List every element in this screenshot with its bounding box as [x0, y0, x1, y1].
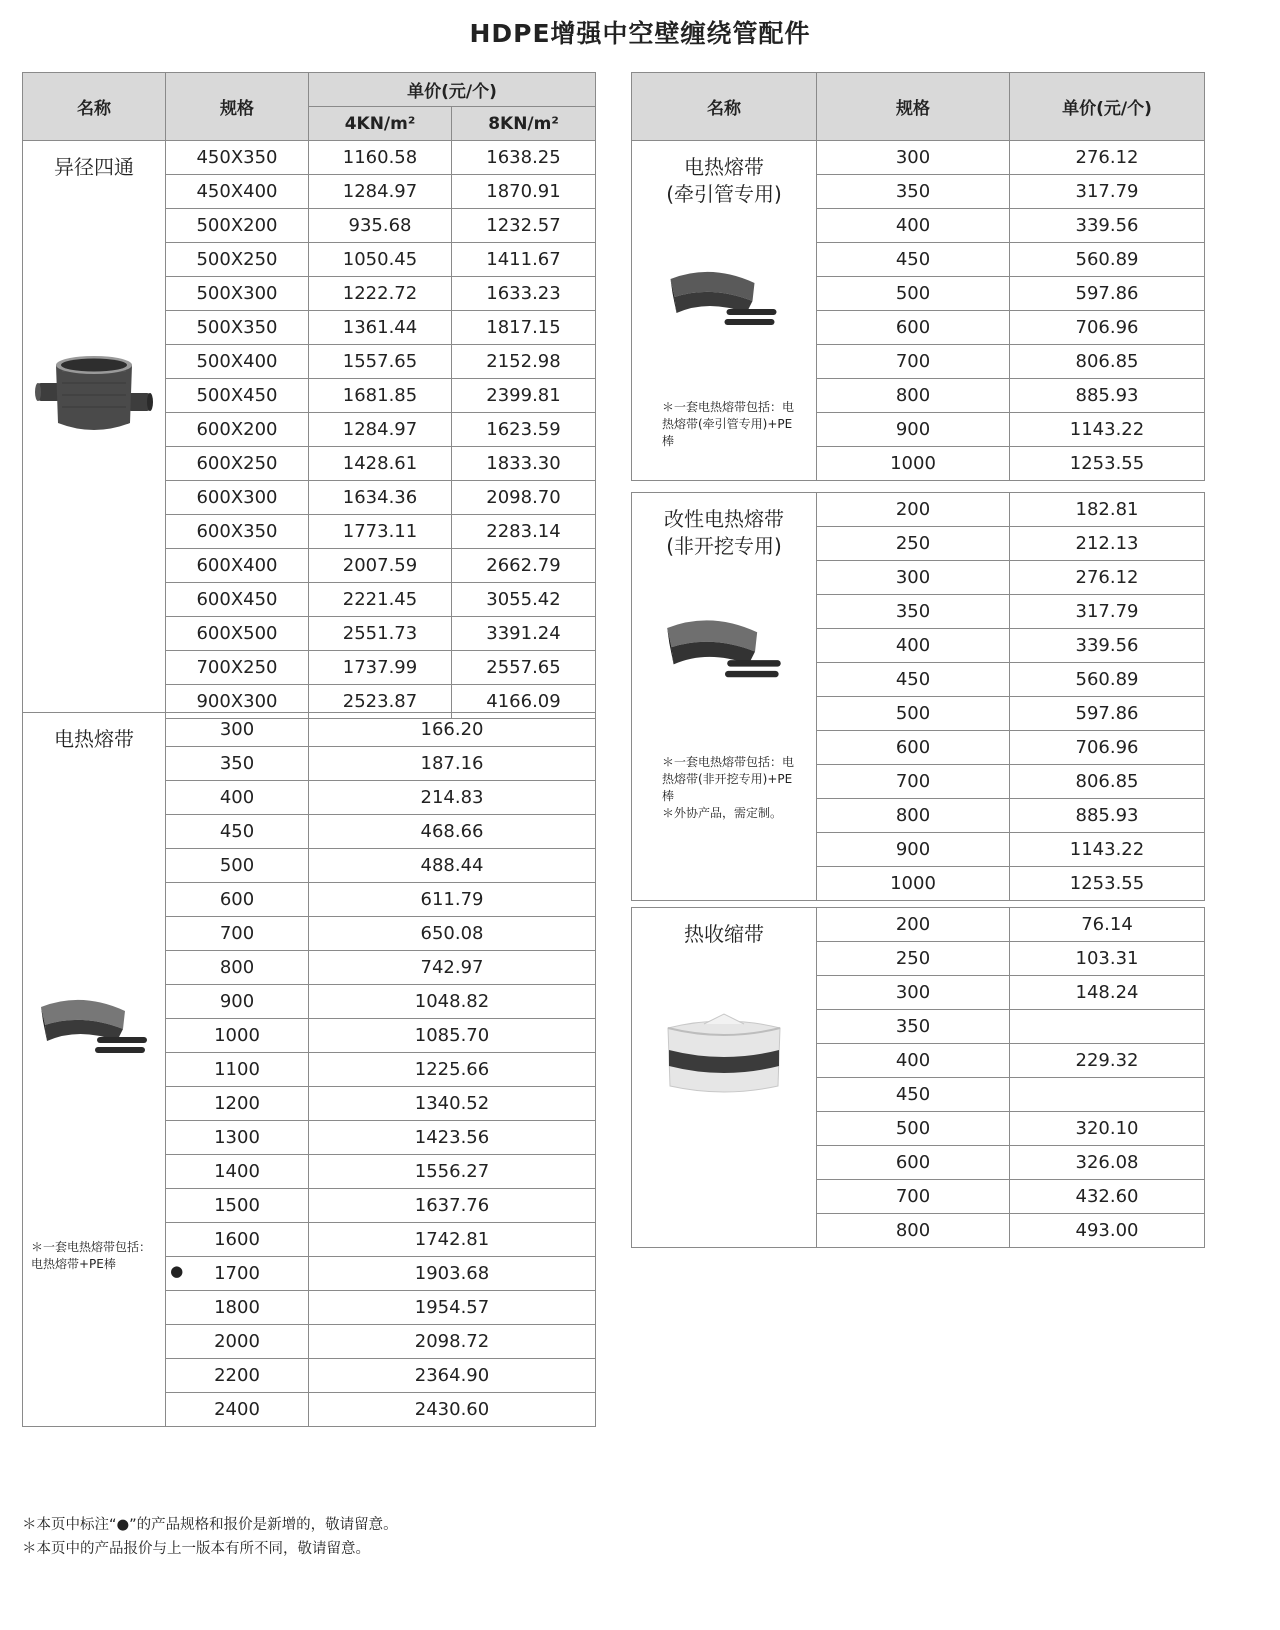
price-cell: 2364.90: [309, 1359, 596, 1393]
spec-cell: 1100: [166, 1053, 309, 1087]
spec-cell: 900: [166, 985, 309, 1019]
price-8kn-cell: 2399.81: [452, 379, 596, 413]
spec-cell: 500: [817, 697, 1010, 731]
spec-cell: 400: [817, 629, 1010, 663]
price-cell: 806.85: [1010, 765, 1205, 799]
price-cell: 611.79: [309, 883, 596, 917]
price-8kn-cell: 1411.67: [452, 243, 596, 277]
price-4kn-cell: 1681.85: [309, 379, 452, 413]
spec-cell: 700: [817, 765, 1010, 799]
price-cell: 706.96: [1010, 311, 1205, 345]
price-cell: 2430.60: [309, 1393, 596, 1427]
spec-cell: 600X350: [166, 515, 309, 549]
spec-cell: 600X450: [166, 583, 309, 617]
price-cell: 339.56: [1010, 629, 1205, 663]
header-spec: 规格: [166, 73, 309, 141]
spec-cell: 600X250: [166, 447, 309, 481]
spec-cell: 400: [166, 781, 309, 815]
traction-band-price-table: [631, 72, 1205, 481]
shrink-band-price-table: [631, 907, 1205, 1248]
price-cell: 1253.55: [1010, 447, 1205, 481]
price-8kn-cell: 2662.79: [452, 549, 596, 583]
spec-cell: 500X350: [166, 311, 309, 345]
price-cell: 488.44: [309, 849, 596, 883]
spec-cell: 350: [166, 747, 309, 781]
spec-cell: 450: [166, 815, 309, 849]
spec-cell: 450X350: [166, 141, 309, 175]
price-8kn-cell: 3055.42: [452, 583, 596, 617]
product-name: 电热熔带: [54, 727, 134, 751]
price-cell: 182.81: [1010, 493, 1205, 527]
band-image: [37, 993, 152, 1063]
cross-fitting-image: [34, 351, 154, 441]
product-name-line2: (非开挖专用): [666, 534, 782, 558]
spec-cell: 300: [166, 713, 309, 747]
spec-cell: 250: [817, 942, 1010, 976]
header-4kn: 4KN/m²: [309, 107, 452, 141]
spec-cell: 1300: [166, 1121, 309, 1155]
price-4kn-cell: 1222.72: [309, 277, 452, 311]
spec-cell: 600X200: [166, 413, 309, 447]
price-cell: 212.13: [1010, 527, 1205, 561]
price-4kn-cell: 2551.73: [309, 617, 452, 651]
spec-cell: 1600: [166, 1223, 309, 1257]
traction-band-note: ＊一套电热熔带包括：电热熔带(牵引管专用)+PE棒: [662, 400, 795, 448]
footnote-price-change: ＊本页中的产品报价与上一版本有所不同，敬请留意。: [22, 1541, 370, 1557]
price-cell: 2098.72: [309, 1325, 596, 1359]
price-8kn-cell: 3391.24: [452, 617, 596, 651]
price-4kn-cell: 1557.65: [309, 345, 452, 379]
spec-cell: 400: [817, 209, 1010, 243]
price-cell: 1742.81: [309, 1223, 596, 1257]
modified-band-image: [662, 613, 787, 688]
price-cell: 742.97: [309, 951, 596, 985]
band-note: ＊一套电热熔带包括：电热熔带+PE棒: [31, 1240, 152, 1271]
spec-cell: 450: [817, 243, 1010, 277]
price-cell: 1954.57: [309, 1291, 596, 1325]
spec-cell: 350: [817, 175, 1010, 209]
price-8kn-cell: 1833.30: [452, 447, 596, 481]
price-cell: 148.24: [1010, 976, 1205, 1010]
header-name: 名称: [632, 73, 817, 141]
price-cell: 166.20: [309, 713, 596, 747]
spec-cell: 600X400: [166, 549, 309, 583]
price-cell: 276.12: [1010, 141, 1205, 175]
spec-cell: 500X250: [166, 243, 309, 277]
spec-cell: 2200: [166, 1359, 309, 1393]
price-cell: 560.89: [1010, 243, 1205, 277]
price-cell: 560.89: [1010, 663, 1205, 697]
price-cell: 1085.70: [309, 1019, 596, 1053]
spec-cell: 1200: [166, 1087, 309, 1121]
price-cell: 706.96: [1010, 731, 1205, 765]
spec-cell: 250: [817, 527, 1010, 561]
price-4kn-cell: 2523.87: [309, 685, 452, 719]
price-cell: 597.86: [1010, 697, 1205, 731]
price-cell: 1253.55: [1010, 867, 1205, 901]
price-8kn-cell: 2152.98: [452, 345, 596, 379]
price-4kn-cell: 1361.44: [309, 311, 452, 345]
price-cell: 320.10: [1010, 1112, 1205, 1146]
price-cell: 493.00: [1010, 1214, 1205, 1248]
price-cell: 1637.76: [309, 1189, 596, 1223]
price-8kn-cell: 1638.25: [452, 141, 596, 175]
price-cell: 326.08: [1010, 1146, 1205, 1180]
price-4kn-cell: 1634.36: [309, 481, 452, 515]
spec-cell: 700: [817, 1180, 1010, 1214]
spec-cell: 450: [817, 1078, 1010, 1112]
price-cell: 1143.22: [1010, 413, 1205, 447]
spec-cell: 1800: [166, 1291, 309, 1325]
spec-cell: 900: [817, 833, 1010, 867]
price-8kn-cell: 1633.23: [452, 277, 596, 311]
spec-cell: 800: [817, 379, 1010, 413]
header-price: 单价(元/个): [309, 73, 596, 107]
shrink-band-image: [664, 1010, 784, 1100]
header-price: 单价(元/个): [1010, 73, 1205, 141]
price-8kn-cell: 2283.14: [452, 515, 596, 549]
spec-cell: 500X450: [166, 379, 309, 413]
modified-band-note2: ＊外协产品，需定制。: [662, 806, 783, 820]
price-cell: [1010, 1078, 1205, 1112]
price-4kn-cell: 1773.11: [309, 515, 452, 549]
price-cell: 214.83: [309, 781, 596, 815]
spec-cell: 500: [817, 1112, 1010, 1146]
price-cell: 806.85: [1010, 345, 1205, 379]
modified-band-note: ＊一套电热熔带包括：电热熔带(非开挖专用)+PE棒: [662, 755, 795, 803]
traction-band-image: [664, 265, 784, 335]
spec-cell: 800: [817, 799, 1010, 833]
spec-cell: 800: [817, 1214, 1010, 1248]
page-title: HDPE增强中空壁缠绕管配件: [469, 19, 811, 48]
price-4kn-cell: 935.68: [309, 209, 452, 243]
price-4kn-cell: 1284.97: [309, 413, 452, 447]
price-4kn-cell: 2221.45: [309, 583, 452, 617]
product-name-cell: [632, 908, 817, 1248]
new-item-marker: ● 1700: [214, 1263, 260, 1284]
spec-cell: 300: [817, 561, 1010, 595]
price-cell: 317.79: [1010, 595, 1205, 629]
price-8kn-cell: 1232.57: [452, 209, 596, 243]
price-4kn-cell: 1428.61: [309, 447, 452, 481]
price-4kn-cell: 1284.97: [309, 175, 452, 209]
spec-cell: 700X250: [166, 651, 309, 685]
spec-cell: 2400: [166, 1393, 309, 1427]
price-8kn-cell: 2098.70: [452, 481, 596, 515]
header-spec: 规格: [817, 73, 1010, 141]
product-name-cell: [632, 141, 817, 481]
spec-cell: 2000: [166, 1325, 309, 1359]
price-4kn-cell: 2007.59: [309, 549, 452, 583]
price-cell: 468.66: [309, 815, 596, 849]
header-name: 名称: [23, 73, 166, 141]
spec-cell: 350: [817, 595, 1010, 629]
footnote-new-items: ＊本页中标注“●”的产品规格和报价是新增的，敬请留意。: [22, 1517, 398, 1533]
price-cell: 317.79: [1010, 175, 1205, 209]
price-cell: 1048.82: [309, 985, 596, 1019]
price-cell: 187.16: [309, 747, 596, 781]
price-cell: 1423.56: [309, 1121, 596, 1155]
price-cell: 1556.27: [309, 1155, 596, 1189]
price-cell: 276.12: [1010, 561, 1205, 595]
product-name-cell: [632, 493, 817, 901]
product-name: 热收缩带: [684, 922, 764, 946]
spec-cell: 300: [817, 976, 1010, 1010]
price-cell: 885.93: [1010, 799, 1205, 833]
spec-cell: 200: [817, 493, 1010, 527]
spec-cell: 1000: [817, 867, 1010, 901]
spec-cell: 500: [166, 849, 309, 883]
price-cell: 650.08: [309, 917, 596, 951]
spec-cell: 900: [817, 413, 1010, 447]
spec-cell: 350: [817, 1010, 1010, 1044]
spec-cell: 600X300: [166, 481, 309, 515]
price-8kn-cell: 2557.65: [452, 651, 596, 685]
product-name: 异径四通: [54, 155, 134, 179]
product-name-line2: (牵引管专用): [666, 182, 782, 206]
price-cell: 1903.68: [309, 1257, 596, 1291]
spec-cell: 900X300: [166, 685, 309, 719]
price-4kn-cell: 1737.99: [309, 651, 452, 685]
spec-cell: 500X400: [166, 345, 309, 379]
price-cell: [1010, 1010, 1205, 1044]
spec-cell: 450X400: [166, 175, 309, 209]
spec-cell: 200: [817, 908, 1010, 942]
spec-cell: [166, 1257, 309, 1291]
spec-cell: 1000: [817, 447, 1010, 481]
spec-cell: 700: [817, 345, 1010, 379]
price-cell: 1225.66: [309, 1053, 596, 1087]
price-cell: 339.56: [1010, 209, 1205, 243]
product-name-cell: [23, 141, 166, 719]
price-cell: 432.60: [1010, 1180, 1205, 1214]
price-cell: 229.32: [1010, 1044, 1205, 1078]
band-price-table: [22, 712, 596, 1427]
price-cell: 76.14: [1010, 908, 1205, 942]
price-8kn-cell: 1817.15: [452, 311, 596, 345]
product-name-cell: [23, 713, 166, 1427]
spec-cell: 1000: [166, 1019, 309, 1053]
spec-cell: 300: [817, 141, 1010, 175]
price-cell: 1340.52: [309, 1087, 596, 1121]
price-cell: 597.86: [1010, 277, 1205, 311]
price-cell: 1143.22: [1010, 833, 1205, 867]
product-name-line1: 改性电热熔带: [664, 507, 784, 531]
spec-cell: 700: [166, 917, 309, 951]
header-8kn: 8KN/m²: [452, 107, 596, 141]
product-name-line1: 电热熔带: [684, 155, 764, 179]
price-8kn-cell: 1623.59: [452, 413, 596, 447]
spec-cell: 1400: [166, 1155, 309, 1189]
spec-cell: 500: [817, 277, 1010, 311]
cross-price-table: [22, 72, 596, 719]
price-8kn-cell: 4166.09: [452, 685, 596, 719]
spec-cell: 1500: [166, 1189, 309, 1223]
spec-cell: 450: [817, 663, 1010, 697]
spec-cell: 400: [817, 1044, 1010, 1078]
price-cell: 103.31: [1010, 942, 1205, 976]
spec-cell: 800: [166, 951, 309, 985]
spec-cell: 600: [817, 311, 1010, 345]
price-8kn-cell: 1870.91: [452, 175, 596, 209]
spec-cell: 600: [817, 1146, 1010, 1180]
spec-cell: 500X300: [166, 277, 309, 311]
modified-band-price-table: [631, 492, 1205, 901]
spec-cell: 500X200: [166, 209, 309, 243]
price-4kn-cell: 1160.58: [309, 141, 452, 175]
spec-cell: 600: [817, 731, 1010, 765]
spec-cell: 600: [166, 883, 309, 917]
price-cell: 885.93: [1010, 379, 1205, 413]
price-4kn-cell: 1050.45: [309, 243, 452, 277]
spec-cell: 600X500: [166, 617, 309, 651]
